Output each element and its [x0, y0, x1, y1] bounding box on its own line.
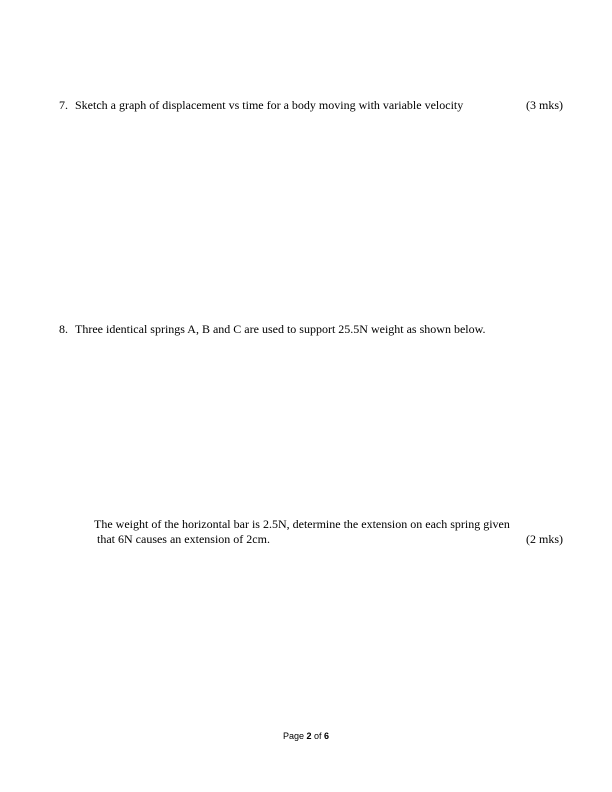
question-marks: (3 mks)	[526, 98, 563, 112]
page-of-label: of	[314, 731, 322, 741]
question-marks: (2 mks)	[526, 532, 563, 546]
total-pages-number: 6	[324, 731, 330, 741]
question-subtext-line-2: that 6N causes an extension of 2cm.	[97, 532, 270, 546]
page-footer	[0, 731, 612, 742]
current-page-number: 2	[306, 731, 312, 741]
question-8	[59, 322, 539, 336]
page-label: Page	[282, 731, 304, 741]
question-subtext-line-1: The weight of the horizontal bar is 2.5N, determine the extension on each spring given	[94, 517, 510, 531]
question-7	[59, 98, 529, 112]
question-number: 8.	[59, 322, 68, 336]
question-text: Three identical springs A, B and C are used to support 25.5N weight as shown below.	[75, 322, 486, 336]
question-number: 7.	[59, 98, 68, 112]
question-text: Sketch a graph of displacement vs time for a body moving with variable velocity	[75, 98, 464, 112]
